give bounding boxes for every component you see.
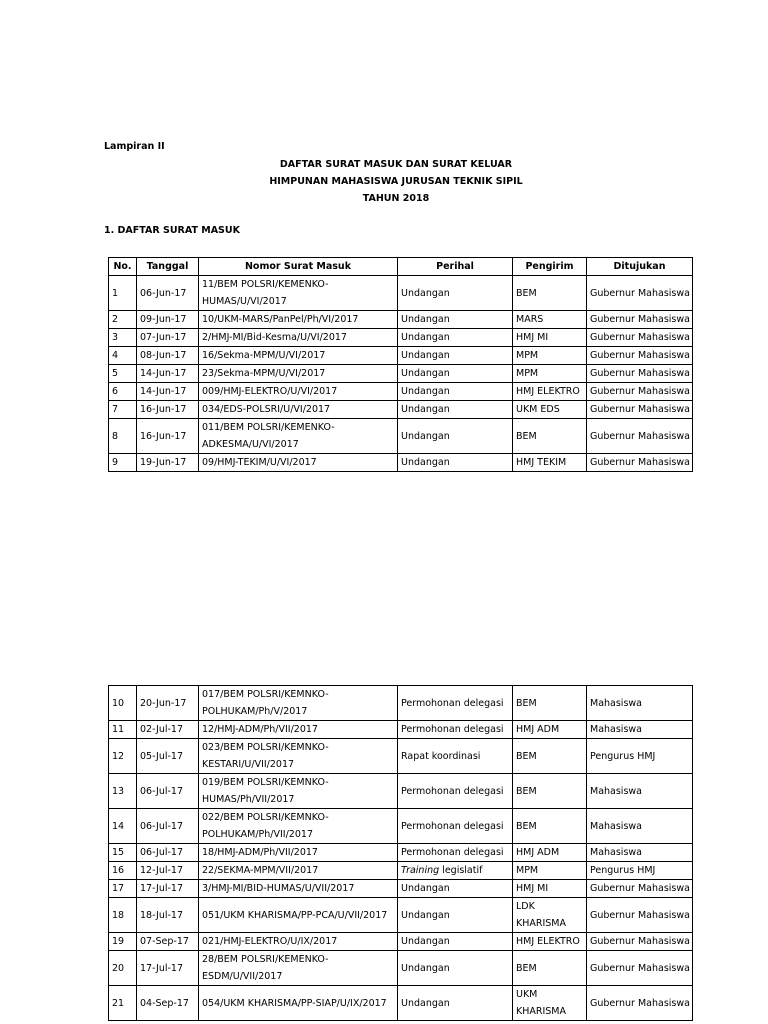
cell-ditujukan: Gubernur Mahasiswa bbox=[587, 347, 693, 365]
cell-tanggal: 07-Sep-17 bbox=[137, 933, 199, 951]
cell-pengirim: HMJ ADM bbox=[513, 721, 587, 739]
cell-pengirim: HMJ ELEKTRO bbox=[513, 933, 587, 951]
cell-perihal-italic: Training bbox=[401, 865, 440, 876]
cell-no: 20 bbox=[109, 951, 137, 986]
cell-ditujukan: Gubernur Mahasiswa bbox=[587, 898, 693, 933]
cell-pengirim: BEM bbox=[513, 809, 587, 844]
cell-no: 2 bbox=[109, 311, 137, 329]
cell-tanggal: 16-Jun-17 bbox=[137, 419, 199, 454]
cell-nomor: 12/HMJ-ADM/Ph/VII/2017 bbox=[199, 721, 398, 739]
table-row bbox=[109, 809, 693, 844]
cell-nomor: 022/BEM POLSRI/KEMNKO-POLHUKAM/Ph/VII/2017 bbox=[199, 809, 398, 844]
cell-nomor: 3/HMJ-MI/BID-HUMAS/U/VII/2017 bbox=[199, 880, 398, 898]
cell-no: 5 bbox=[109, 365, 137, 383]
cell-no: 16 bbox=[109, 862, 137, 880]
table-row bbox=[109, 774, 693, 809]
table-row bbox=[109, 686, 693, 721]
table-row bbox=[109, 276, 693, 311]
cell-tanggal: 06-Jul-17 bbox=[137, 809, 199, 844]
cell-tanggal: 05-Jul-17 bbox=[137, 739, 199, 774]
column-header-ditujukan: Ditujukan bbox=[587, 258, 693, 276]
cell-perihal: Undangan bbox=[398, 311, 513, 329]
table-row bbox=[109, 419, 693, 454]
cell-perihal: Permohonan delegasi bbox=[398, 686, 513, 721]
cell-ditujukan: Gubernur Mahasiswa bbox=[587, 383, 693, 401]
cell-no: 21 bbox=[109, 986, 137, 1021]
cell-tanggal: 19-Jun-17 bbox=[137, 454, 199, 472]
cell-ditujukan: Gubernur Mahasiswa bbox=[587, 454, 693, 472]
cell-nomor: 009/HMJ-ELEKTRO/U/VI/2017 bbox=[199, 383, 398, 401]
table-row bbox=[109, 311, 693, 329]
cell-no: 14 bbox=[109, 809, 137, 844]
cell-tanggal: 12-Jul-17 bbox=[137, 862, 199, 880]
cell-no: 19 bbox=[109, 933, 137, 951]
table-row bbox=[109, 383, 693, 401]
cell-perihal: Undangan bbox=[398, 933, 513, 951]
cell-perihal: Undangan bbox=[398, 347, 513, 365]
cell-tanggal: 14-Jun-17 bbox=[137, 365, 199, 383]
cell-no: 15 bbox=[109, 844, 137, 862]
cell-perihal: Undangan bbox=[398, 383, 513, 401]
attachment-label: Lampiran II bbox=[104, 141, 165, 152]
cell-tanggal: 14-Jun-17 bbox=[137, 383, 199, 401]
cell-no: 6 bbox=[109, 383, 137, 401]
cell-no: 12 bbox=[109, 739, 137, 774]
cell-perihal: Undangan bbox=[398, 951, 513, 986]
table-row bbox=[109, 739, 693, 774]
cell-ditujukan: Gubernur Mahasiswa bbox=[587, 365, 693, 383]
cell-pengirim: BEM bbox=[513, 276, 587, 311]
cell-pengirim: BEM bbox=[513, 419, 587, 454]
cell-perihal: Undangan bbox=[398, 365, 513, 383]
cell-pengirim: UKM KHARISMA bbox=[513, 986, 587, 1021]
table-row bbox=[109, 986, 693, 1021]
cell-perihal: Permohonan delegasi bbox=[398, 844, 513, 862]
cell-pengirim: MPM bbox=[513, 365, 587, 383]
cell-ditujukan: Gubernur Mahasiswa bbox=[587, 986, 693, 1021]
table-row bbox=[109, 401, 693, 419]
cell-ditujukan: Gubernur Mahasiswa bbox=[587, 276, 693, 311]
column-header-perihal: Perihal bbox=[398, 258, 513, 276]
column-header-no: No. bbox=[109, 258, 137, 276]
cell-tanggal: 18-Jul-17 bbox=[137, 898, 199, 933]
cell-nomor: 28/BEM POLSRI/KEMENKO-ESDM/U/VII/2017 bbox=[199, 951, 398, 986]
table-header-row bbox=[109, 258, 693, 276]
incoming-letters-table-continued bbox=[108, 685, 693, 1021]
column-header-tanggal: Tanggal bbox=[137, 258, 199, 276]
table-row bbox=[109, 844, 693, 862]
table-row bbox=[109, 933, 693, 951]
cell-pengirim: HMJ MI bbox=[513, 329, 587, 347]
cell-perihal: Undangan bbox=[398, 419, 513, 454]
table-row bbox=[109, 862, 693, 880]
cell-no: 3 bbox=[109, 329, 137, 347]
cell-tanggal: 06-Jul-17 bbox=[137, 774, 199, 809]
cell-perihal-text: legislatif bbox=[442, 865, 483, 876]
cell-perihal: Permohonan delegasi bbox=[398, 774, 513, 809]
cell-pengirim: BEM bbox=[513, 774, 587, 809]
cell-perihal: Undangan bbox=[398, 276, 513, 311]
table-row bbox=[109, 365, 693, 383]
cell-pengirim: LDK KHARISMA bbox=[513, 898, 587, 933]
document-title-line-3: TAHUN 2018 bbox=[362, 193, 430, 204]
cell-pengirim: HMJ TEKIM bbox=[513, 454, 587, 472]
cell-ditujukan: Mahasiswa bbox=[587, 844, 693, 862]
cell-no: 9 bbox=[109, 454, 137, 472]
cell-ditujukan: Gubernur Mahasiswa bbox=[587, 880, 693, 898]
cell-tanggal: 09-Jun-17 bbox=[137, 311, 199, 329]
cell-ditujukan: Gubernur Mahasiswa bbox=[587, 329, 693, 347]
cell-perihal: Undangan bbox=[398, 898, 513, 933]
cell-nomor: 22/SEKMA-MPM/VII/2017 bbox=[199, 862, 398, 880]
cell-no: 18 bbox=[109, 898, 137, 933]
cell-no: 11 bbox=[109, 721, 137, 739]
cell-ditujukan: Gubernur Mahasiswa bbox=[587, 401, 693, 419]
cell-ditujukan: Mahasiswa bbox=[587, 809, 693, 844]
incoming-letters-table bbox=[108, 257, 693, 472]
cell-tanggal: 06-Jun-17 bbox=[137, 276, 199, 311]
cell-nomor: 09/HMJ-TEKIM/U/VI/2017 bbox=[199, 454, 398, 472]
cell-nomor: 16/Sekma-MPM/U/VI/2017 bbox=[199, 347, 398, 365]
cell-perihal: Permohonan delegasi bbox=[398, 809, 513, 844]
cell-perihal: Undangan bbox=[398, 454, 513, 472]
cell-pengirim: HMJ ADM bbox=[513, 844, 587, 862]
table-row bbox=[109, 347, 693, 365]
cell-pengirim: BEM bbox=[513, 686, 587, 721]
cell-ditujukan: Gubernur Mahasiswa bbox=[587, 311, 693, 329]
cell-ditujukan: Mahasiswa bbox=[587, 721, 693, 739]
section-heading: 1. DAFTAR SURAT MASUK bbox=[104, 225, 240, 236]
cell-pengirim: BEM bbox=[513, 739, 587, 774]
cell-pengirim: HMJ MI bbox=[513, 880, 587, 898]
cell-nomor: 034/EDS-POLSRI/U/VI/2017 bbox=[199, 401, 398, 419]
cell-nomor: 18/HMJ-ADM/Ph/VII/2017 bbox=[199, 844, 398, 862]
cell-ditujukan: Gubernur Mahasiswa bbox=[587, 933, 693, 951]
cell-nomor: 051/UKM KHARISMA/PP-PCA/U/VII/2017 bbox=[199, 898, 398, 933]
table-row bbox=[109, 454, 693, 472]
cell-no: 7 bbox=[109, 401, 137, 419]
cell-pengirim: UKM EDS bbox=[513, 401, 587, 419]
cell-tanggal: 16-Jun-17 bbox=[137, 401, 199, 419]
cell-tanggal: 17-Jul-17 bbox=[137, 880, 199, 898]
cell-no: 1 bbox=[109, 276, 137, 311]
cell-perihal: Undangan bbox=[398, 880, 513, 898]
cell-nomor: 021/HMJ-ELEKTRO/U/IX/2017 bbox=[199, 933, 398, 951]
cell-pengirim: MARS bbox=[513, 311, 587, 329]
cell-pengirim: BEM bbox=[513, 951, 587, 986]
cell-no: 10 bbox=[109, 686, 137, 721]
cell-tanggal: 20-Jun-17 bbox=[137, 686, 199, 721]
cell-ditujukan: Mahasiswa bbox=[587, 774, 693, 809]
cell-ditujukan: Gubernur Mahasiswa bbox=[587, 419, 693, 454]
cell-nomor: 017/BEM POLSRI/KEMNKO-POLHUKAM/Ph/V/2017 bbox=[199, 686, 398, 721]
cell-nomor: 11/BEM POLSRI/KEMENKO-HUMAS/U/VI/2017 bbox=[199, 276, 398, 311]
cell-tanggal: 07-Jun-17 bbox=[137, 329, 199, 347]
cell-no: 4 bbox=[109, 347, 137, 365]
cell-tanggal: 08-Jun-17 bbox=[137, 347, 199, 365]
cell-pengirim: MPM bbox=[513, 862, 587, 880]
cell-no: 13 bbox=[109, 774, 137, 809]
cell-ditujukan: Mahasiswa bbox=[587, 686, 693, 721]
cell-no: 17 bbox=[109, 880, 137, 898]
cell-perihal: Undangan bbox=[398, 401, 513, 419]
table-row bbox=[109, 329, 693, 347]
table-row bbox=[109, 951, 693, 986]
cell-ditujukan: Pengurus HMJ bbox=[587, 862, 693, 880]
cell-tanggal: 06-Jul-17 bbox=[137, 844, 199, 862]
cell-nomor: 10/UKM-MARS/PanPel/Ph/VI/2017 bbox=[199, 311, 398, 329]
cell-tanggal: 17-Jul-17 bbox=[137, 951, 199, 986]
cell-perihal: Permohonan delegasi bbox=[398, 721, 513, 739]
document-title-line-1: DAFTAR SURAT MASUK DAN SURAT KELUAR bbox=[279, 159, 513, 170]
cell-nomor: 011/BEM POLSRI/KEMENKO-ADKESMA/U/VI/2017 bbox=[199, 419, 398, 454]
cell-no: 8 bbox=[109, 419, 137, 454]
cell-perihal: Rapat koordinasi bbox=[398, 739, 513, 774]
cell-pengirim: HMJ ELEKTRO bbox=[513, 383, 587, 401]
cell-ditujukan: Gubernur Mahasiswa bbox=[587, 951, 693, 986]
document-title-line-2: HIMPUNAN MAHASISWA JURUSAN TEKNIK SIPIL bbox=[269, 176, 523, 187]
cell-nomor: 019/BEM POLSRI/KEMNKO-HUMAS/Ph/VII/2017 bbox=[199, 774, 398, 809]
cell-nomor: 2/HMJ-MI/Bid-Kesma/U/VI/2017 bbox=[199, 329, 398, 347]
cell-nomor: 054/UKM KHARISMA/PP-SIAP/U/IX/2017 bbox=[199, 986, 398, 1021]
cell-nomor: 023/BEM POLSRI/KEMNKO-KESTARI/U/VII/2017 bbox=[199, 739, 398, 774]
cell-tanggal: 02-Jul-17 bbox=[137, 721, 199, 739]
column-header-pengirim: Pengirim bbox=[513, 258, 587, 276]
cell-pengirim: MPM bbox=[513, 347, 587, 365]
cell-perihal bbox=[398, 862, 513, 880]
cell-ditujukan: Pengurus HMJ bbox=[587, 739, 693, 774]
cell-nomor: 23/Sekma-MPM/U/VI/2017 bbox=[199, 365, 398, 383]
column-header-nomor: Nomor Surat Masuk bbox=[199, 258, 398, 276]
cell-tanggal: 04-Sep-17 bbox=[137, 986, 199, 1021]
cell-perihal: Undangan bbox=[398, 986, 513, 1021]
table-row bbox=[109, 898, 693, 933]
table-row bbox=[109, 721, 693, 739]
table-row bbox=[109, 880, 693, 898]
cell-perihal: Undangan bbox=[398, 329, 513, 347]
